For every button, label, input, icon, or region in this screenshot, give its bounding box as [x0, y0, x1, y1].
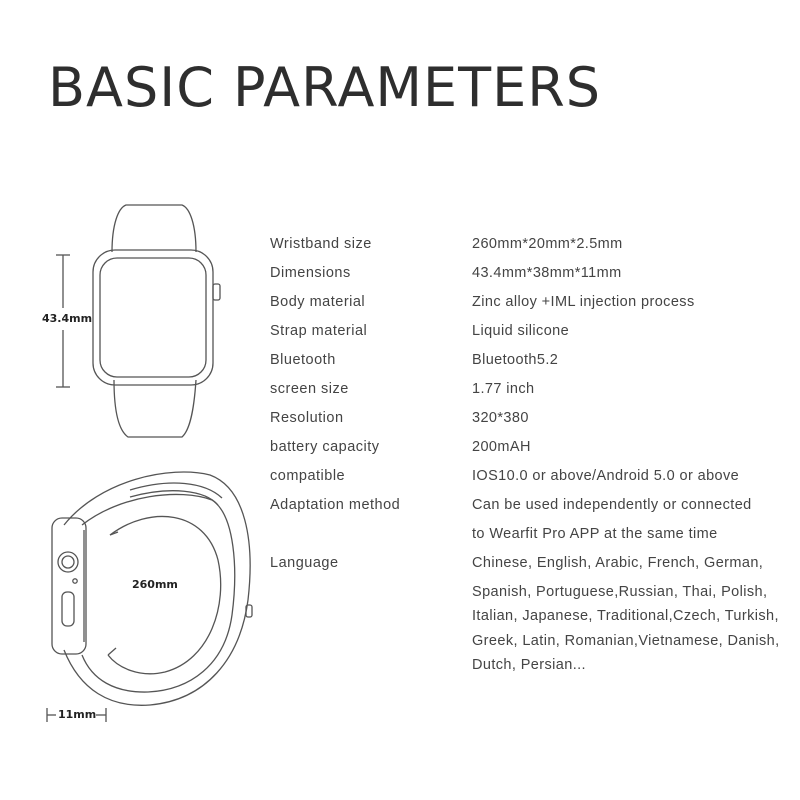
spec-label: battery capacity	[270, 439, 380, 455]
band-length-label: 260mm	[132, 578, 178, 591]
spec-value: Zinc alloy +IML injection process	[472, 294, 695, 310]
language-line: Italian, Japanese, Traditional,Czech, Turkish,	[472, 608, 779, 624]
language-line: Greek, Latin, Romanian,Vietnamese, Danish,	[472, 633, 780, 649]
spec-label: Resolution	[270, 410, 344, 426]
spec-label: Dimensions	[270, 265, 351, 281]
spec-label: Bluetooth	[270, 352, 336, 368]
spec-label: Body material	[270, 294, 366, 310]
spec-label: screen size	[270, 381, 349, 397]
spec-value: to Wearfit Pro APP at the same time	[472, 526, 718, 542]
language-line: Dutch, Persian...	[472, 657, 586, 673]
spec-value: Bluetooth5.2	[472, 352, 559, 368]
spec-value: 1.77 inch	[472, 381, 535, 397]
spec-label: Language	[270, 555, 339, 571]
spec-value: Can be used independently or connected	[472, 497, 752, 513]
spec-value: 200mAH	[472, 439, 531, 455]
thickness-dimension-label: 11mm	[58, 708, 97, 721]
language-line: Chinese, English, Arabic, French, German,	[472, 555, 764, 571]
spec-label: Strap material	[270, 323, 368, 339]
page-title: BASIC PARAMETERS	[48, 56, 601, 119]
spec-value: 320*380	[472, 410, 529, 426]
spec-label: Adaptation method	[270, 497, 401, 513]
height-dimension-label: 43.4mm	[42, 312, 93, 325]
language-line: Spanish, Portuguese,Russian, Thai, Polish,	[472, 584, 768, 600]
spec-label: compatible	[270, 468, 346, 484]
spec-value: 43.4mm*38mm*11mm	[472, 265, 622, 281]
spec-value: IOS10.0 or above/Android 5.0 or above	[472, 468, 740, 484]
spec-value: 260mm*20mm*2.5mm	[472, 236, 623, 252]
spec-value: Liquid silicone	[472, 323, 570, 339]
spec-label: Wristband size	[270, 236, 372, 252]
